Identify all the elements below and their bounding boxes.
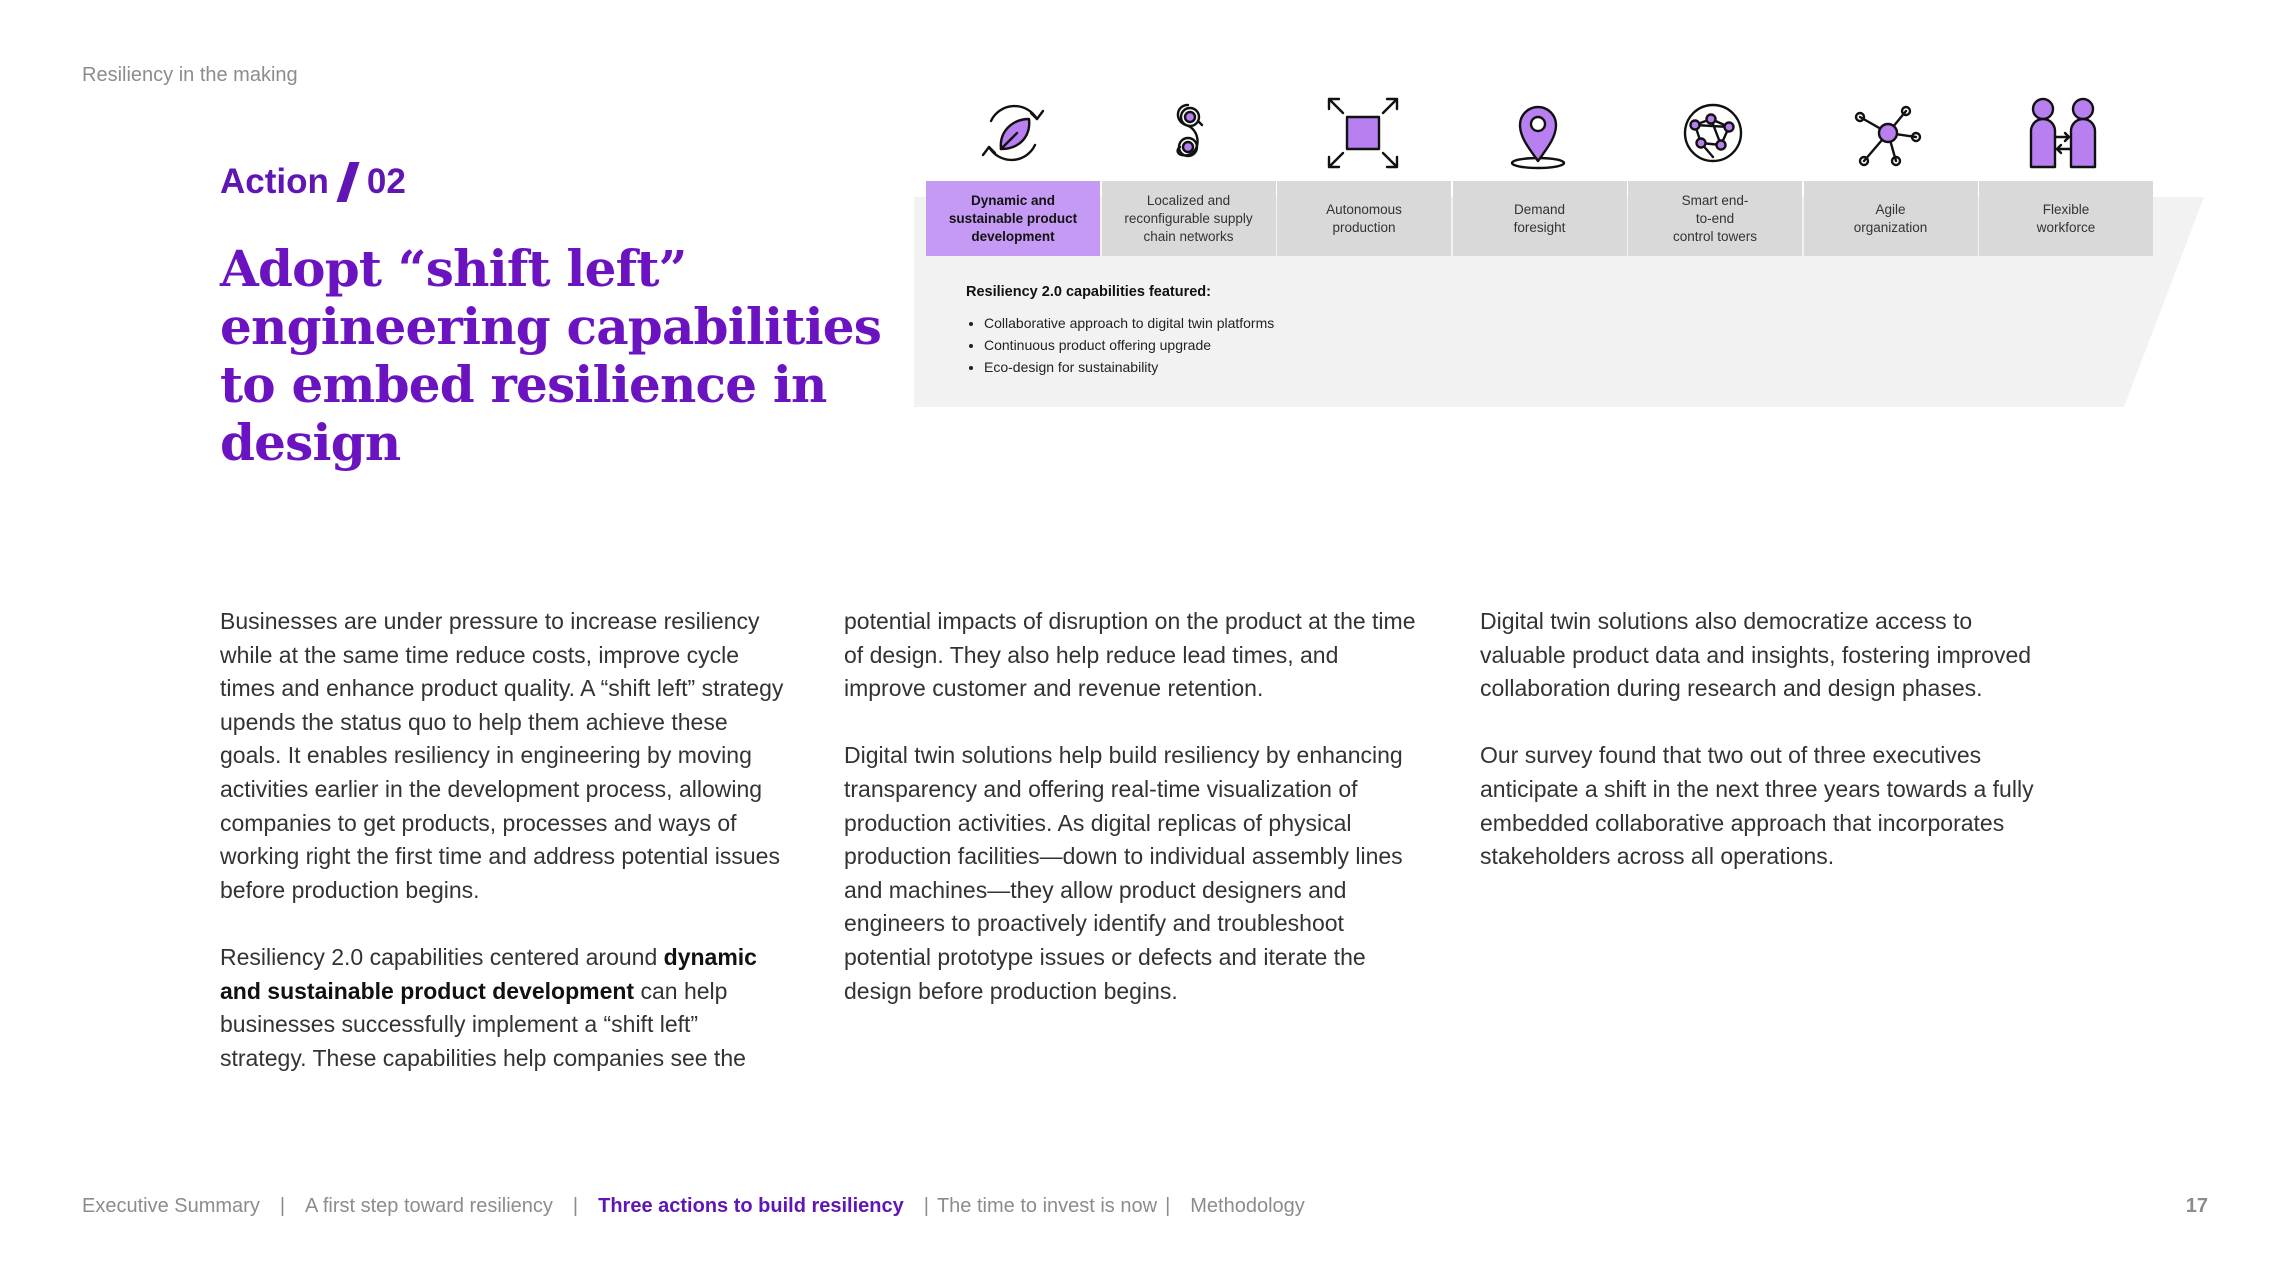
tab-demand-foresight[interactable]: Demand foresight — [1453, 181, 1627, 256]
tab-control-towers[interactable]: Smart end- to-end control towers — [1628, 181, 1802, 256]
nav-separator: | — [1165, 1195, 1171, 1217]
paragraph-text: can help businesses successfully implement a “shift left” strategy. These capabilities help companies see the — [220, 977, 746, 1071]
featured-item: Eco-design for sustainability — [966, 356, 1666, 378]
tab-autonomous-production[interactable]: Autonomous production — [1277, 181, 1451, 256]
body-column-1 — [220, 605, 790, 1109]
featured-item: Continuous product offering upgrade — [966, 334, 1666, 356]
emphasis-text: dynamic and sustainable product development — [220, 943, 757, 1004]
people-exchange-icon — [1976, 88, 2150, 178]
nav-link-first-step[interactable]: A first step toward resiliency — [305, 1195, 553, 1217]
nav-link-methodology[interactable]: Methodology — [1190, 1195, 1305, 1217]
paragraph: Digital twin solutions also democratize access to valuable product data and insights, fostering improved collaboration during research and design phases. — [1480, 608, 2032, 702]
network-globe-icon — [1626, 88, 1800, 178]
tab-localized-supply-chain[interactable]: Localized and reconfigurable supply chain networks — [1102, 181, 1276, 256]
paragraph: potential impacts of disruption on the product at the time of design. They also help reduce lead times, and improve customer and revenue retention. — [844, 608, 1416, 702]
hub-nodes-icon — [1801, 88, 1975, 178]
paragraph: Businesses are under pressure to increase resiliency while at the same time reduce costs, improve cycle times and enhance product quality. A “shift left” strategy upends the status quo to help them achieve these goals. It enables resiliency in engineering by moving activities earlier in the development process, allowing companies to get products, processes and ways of working right the first time and address potential issues before production begins. — [220, 608, 784, 903]
tab-agile-organization[interactable]: Agile organization — [1804, 181, 1978, 256]
capability-icons — [926, 88, 2146, 178]
nav-separator: | — [572, 1195, 579, 1217]
nav-link-three-actions[interactable]: Three actions to build resiliency — [598, 1195, 904, 1217]
nav-link-time-to-invest[interactable]: The time to invest is now — [936, 1195, 1158, 1217]
paragraph — [220, 941, 790, 1075]
tab-dynamic-sustainable-product-development[interactable]: Dynamic and sustainable product development — [926, 181, 1100, 256]
leaf-cycle-icon — [926, 88, 1100, 178]
action-number: 02 — [366, 162, 406, 201]
slash-mark — [336, 162, 359, 202]
expand-arrows-icon — [1276, 88, 1450, 178]
featured-list — [966, 312, 1666, 378]
footer-nav — [82, 1195, 1305, 1218]
action-word: Action — [220, 162, 329, 201]
nav-separator: | — [923, 1195, 929, 1217]
body-column-3 — [1480, 605, 2040, 907]
capability-tabs — [926, 181, 2155, 256]
supply-chain-loop-icon — [1101, 88, 1275, 178]
paragraph-text: Resiliency 2.0 capabilities centered around — [220, 943, 664, 970]
running-head: Resiliency in the making — [82, 64, 298, 86]
featured-title: Resiliency 2.0 capabilities featured: — [966, 284, 1211, 300]
body-column-2 — [844, 605, 1424, 1042]
page-title: Adopt “shift left” engineering capabilities to embed resilience in design — [220, 239, 882, 472]
featured-capabilities — [966, 284, 1666, 378]
paragraph: Digital twin solutions help build resiliency by enhancing transparency and offering real-time visualization of production activities. As digital replicas of physical production facilities—down to individual assembly lines and machines—they allow product designers and engineers to proactively identify and troubleshoot potential prototype issues or defects and iterate the design before production begins. — [844, 742, 1403, 1004]
paragraph: Our survey found that two out of three executives anticipate a shift in the next three years towards a fully embedded collaborative approach that incorporates stakeholders across all operations. — [1480, 742, 2034, 870]
nav-separator: | — [279, 1195, 286, 1217]
tab-flexible-workforce[interactable]: Flexible workforce — [1979, 181, 2153, 256]
featured-item: Collaborative approach to digital twin platforms — [966, 312, 1666, 334]
location-pin-icon — [1451, 88, 1625, 178]
nav-link-executive-summary[interactable]: Executive Summary — [82, 1195, 260, 1217]
action-label — [220, 162, 406, 202]
page-number: 17 — [2185, 1195, 2208, 1217]
